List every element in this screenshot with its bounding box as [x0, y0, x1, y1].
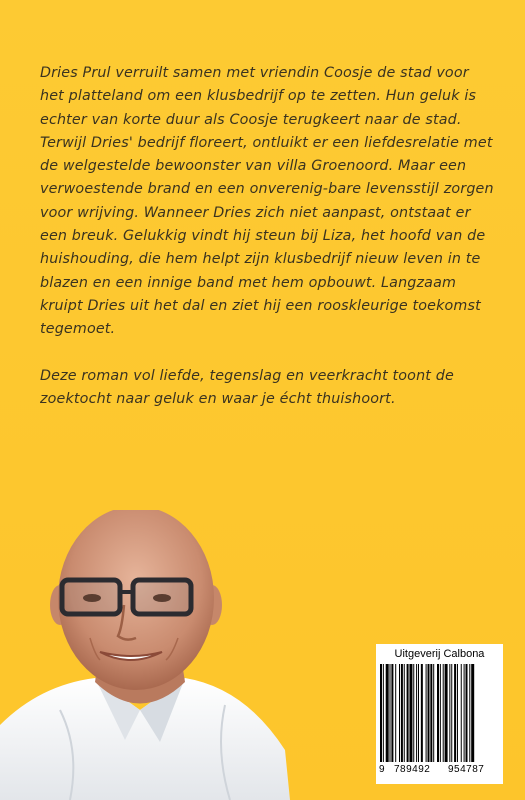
isbn-right-group: 954787	[448, 764, 485, 775]
blurb-text	[40, 62, 495, 434]
barcode-icon	[380, 664, 499, 762]
blurb-paragraph: Dries Prul verruilt samen met vriendin Coosje de stad voor het platteland om een klusbedrijf op te zetten. Hun geluk is echter van korte duur als Coosje terugkeert naar de stad. Terwijl Dries' bedrijf floreert, ontluikt er een liefdesrelatie met de welgestelde bewoonster van villa Groenoord. Maar een verwoestende brand en een onverenig-bare levensstijl zorgen voor wrijving. Wanneer Dries zich niet aanpast, ontstaat er een breuk. Gelukkig vindt hij steun bij Liza, het hoofd van de huishouding, die hem helpt zijn klusbedrijf nieuw leven in te blazen en een innige band met hem opbouwt. Langzaam kruipt Dries uit het dal en ziet hij een rooskleurige toekomst tegemoet.	[40, 65, 494, 338]
isbn-first-digit: 9	[379, 764, 386, 775]
barcode-label	[376, 644, 503, 784]
isbn-left-group: 789492	[394, 764, 431, 775]
author-photo	[0, 510, 290, 800]
blurb-paragraph: Deze roman vol liefde, tegenslag en veerkracht toont de zoektocht naar geluk en waar je écht thuishoort.	[40, 367, 454, 407]
publisher-name: Uitgeverij Calbona	[394, 648, 485, 660]
